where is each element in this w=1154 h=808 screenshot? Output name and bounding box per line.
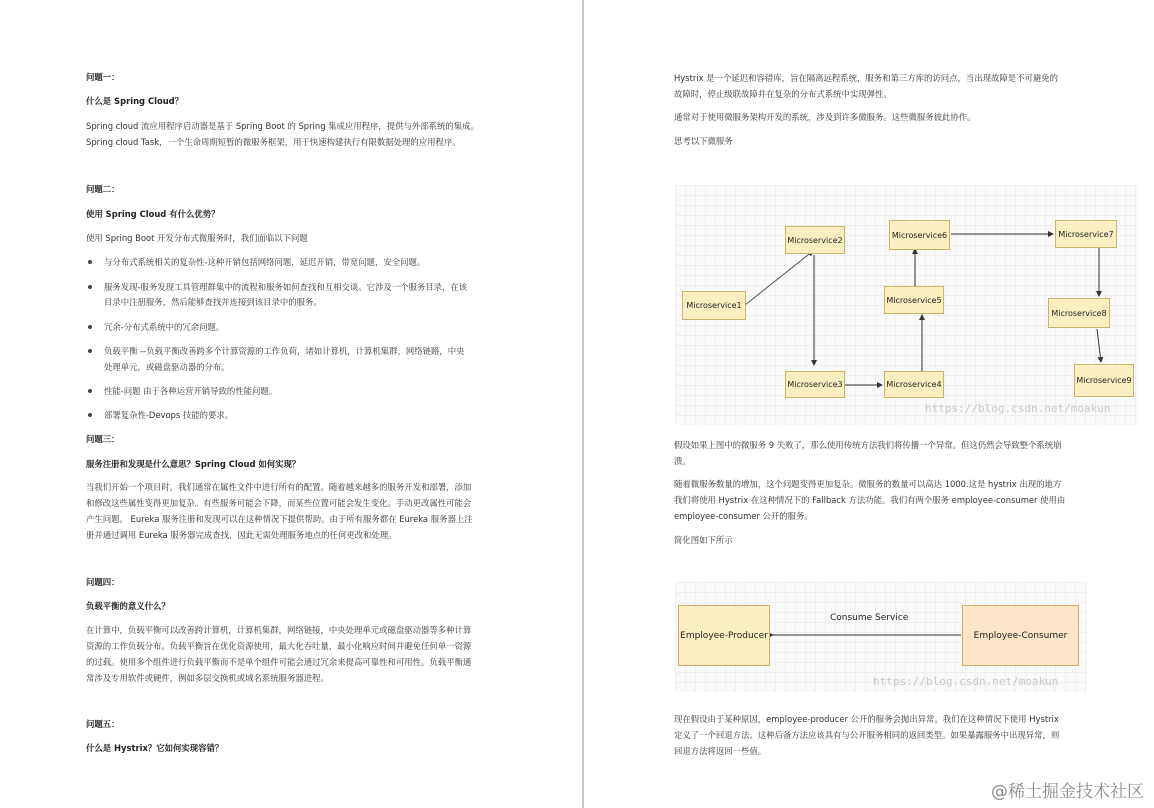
- paragraph-line: 假设如果上图中的微服务 9 失败了，那么使用传统方法我们将传播一个异常。但这仍然会导致整个系统崩: [674, 440, 1062, 450]
- list-item: 部署复杂性-Devops 技能的要求。: [104, 410, 234, 420]
- microservice-node: Microservice1: [682, 291, 746, 320]
- q4-heading: 负载平衡的意义什么？: [86, 601, 170, 611]
- bullet-dot: [88, 285, 92, 289]
- q3-paragraph-line: 产生问题。 Eureka 服务注册和发现可以在这种情况下提供帮助。由于所有服务都在 Eureka 服务器上注: [86, 514, 473, 524]
- edge-1-2: [745, 251, 813, 305]
- hystrix-paragraph-line: Hystrix 是一个延迟和容错库，旨在隔离远程系统，服务和第三方库的访问点，当出现故障是不可避免的: [674, 73, 1059, 83]
- list-item: 性能-问题 由于各种运营开销导致的性能问题。: [104, 386, 278, 396]
- list-item-continued: 处理单元，或磁盘驱动器的分布。: [104, 362, 230, 372]
- list-item: 负载平衡 --负载平衡改善跨多个计算资源的工作负荷，诸如计算机，计算机集群，网络链路，中央: [104, 346, 465, 356]
- q2-intro: 使用 Spring Boot 开发分布式微服务时，我们面临以下问题: [86, 233, 308, 243]
- employee-consumer-node: Employee-Consumer: [962, 605, 1079, 666]
- microservice-node: Microservice5: [884, 286, 944, 314]
- hystrix-paragraph-line: 故障时，停止级联故障并在复杂的分布式系统中实现弹性。: [674, 89, 892, 99]
- q2-title: 问题二：: [86, 184, 120, 194]
- q1-paragraph-line: Spring cloud 流应用程序启动器是基于 Spring Boot 的 Spring 集成应用程序，提供与外部系统的集成。: [86, 121, 479, 131]
- microservice-node: Microservice6: [889, 220, 950, 250]
- right-page: [585, 0, 1154, 808]
- q5-heading: 什么是 Hystrix？它如何实现容错？: [86, 743, 224, 753]
- microservice-node: Microservice3: [785, 371, 845, 398]
- paragraph-line: 我们将使用 Hystrix 在这种情况下的 Fallback 方法功能。我们有两个服务 employee-consumer 使用由: [674, 495, 1066, 505]
- q3-title: 问题三：: [86, 434, 120, 444]
- employee-service-diagram: [675, 582, 1087, 692]
- microservice-node: Microservice7: [1055, 220, 1117, 248]
- bullet-dot: [88, 260, 92, 264]
- q4-paragraph-line: 资源的工作负载分布。负载平衡旨在优化资源使用，最大化吞吐量，最小化响应时间并避免任何单一资源: [86, 641, 472, 651]
- paragraph-line: employee-consumer 公开的服务。: [674, 511, 813, 521]
- q3-paragraph-line: 当我们开始一个项目时，我们通常在属性文件中进行所有的配置。随着越来越多的服务开发和部署，添加: [86, 482, 472, 492]
- paragraph: 通常对于使用微服务架构开发的系统，涉及到许多微服务。这些微服务彼此协作。: [674, 112, 976, 122]
- bullet-dot: [88, 389, 92, 393]
- q4-paragraph-line: 的过载。使用多个组件进行负载平衡而不是单个组件可能会通过冗余来提高可靠性和可用性。负载平衡通: [86, 657, 472, 667]
- paragraph-line: 现在假设由于某种原因，employee-producer 公开的服务会抛出异常。我们在这种情况下使用 Hystrix: [674, 714, 1059, 724]
- paragraph: 简化图如下所示: [674, 535, 733, 545]
- paragraph-line: 回退方法将返回一些值。: [674, 746, 767, 756]
- list-item: 冗余-分布式系统中的冗余问题。: [104, 322, 225, 332]
- q1-title: 问题一：: [86, 72, 120, 82]
- microservice-node: Microservice8: [1048, 298, 1110, 328]
- q1-heading: 什么是 Spring Cloud？: [86, 96, 184, 106]
- page-divider: [582, 0, 584, 808]
- microservice-node: Microservice4: [884, 371, 944, 398]
- bullet-dot: [88, 325, 92, 329]
- microservice-node: Microservice2: [785, 226, 845, 254]
- list-item-continued: 目录中注册服务，然后能够查找并连接到该目录中的服务。: [104, 297, 322, 307]
- list-item: 与分布式系统相关的复杂性-这种开销包括网络问题，延迟开销，带宽问题，安全问题。: [104, 257, 426, 267]
- paragraph: 思考以下微服务: [674, 136, 733, 146]
- q3-heading: 服务注册和发现是什么意思？Spring Cloud 如何实现？: [86, 459, 301, 469]
- edge-8-9: [1097, 329, 1101, 362]
- paragraph-line: 随着微服务数量的增加，这个问题变得更加复杂。微服务的数量可以高达 1000.这是 hystrix 出现的地方: [674, 479, 1062, 489]
- diagram-watermark: https://blog.csdn.net/moakun: [925, 402, 1111, 415]
- bullet-dot: [88, 413, 92, 417]
- bullet-dot: [88, 349, 92, 353]
- q4-paragraph-line: 常涉及专用软件或硬件，例如多层交换机或域名系统服务器进程。: [86, 673, 329, 683]
- microservice-diagram: [675, 185, 1137, 425]
- q5-title: 问题五：: [86, 719, 120, 729]
- paragraph-line: 定义了一个回退方法。这种后备方法应该具有与公开服务相同的返回类型。如果暴露服务中出现异常，则: [674, 730, 1060, 740]
- employee-producer-node: Employee-Producer: [678, 605, 770, 666]
- q3-paragraph-line: 册并通过调用 Eureka 服务器完成查找，因此无需处理服务地点的任何更改和处理。: [86, 530, 397, 540]
- q1-paragraph-line: Spring cloud Task，一个生命周期短暂的微服务框架，用于快速构建执行有限数据处理的应用程序。: [86, 137, 461, 147]
- q4-title: 问题四：: [86, 577, 120, 587]
- q2-heading: 使用 Spring Cloud 有什么优势？: [86, 209, 220, 219]
- edge-label: Consume Service: [830, 613, 909, 623]
- q3-paragraph-line: 和修改这些属性变得更加复杂。有些服务可能会下降，而某些位置可能会发生变化。手动更改属性可能会: [86, 498, 472, 508]
- list-item: 服务发现-服务发现工具管理群集中的流程和服务如何查找和互相交谈。它涉及一个服务目录，在该: [104, 282, 468, 292]
- site-watermark: @稀土掘金技术社区: [991, 782, 1144, 802]
- paragraph-line: 溃。: [674, 456, 691, 466]
- diagram-watermark: https://blog.csdn.net/moakun: [873, 675, 1059, 688]
- microservice-node: Microservice9: [1074, 364, 1134, 397]
- q4-paragraph-line: 在计算中，负载平衡可以改善跨计算机，计算机集群，网络链接，中央处理单元或磁盘驱动器等多种计算: [86, 625, 472, 635]
